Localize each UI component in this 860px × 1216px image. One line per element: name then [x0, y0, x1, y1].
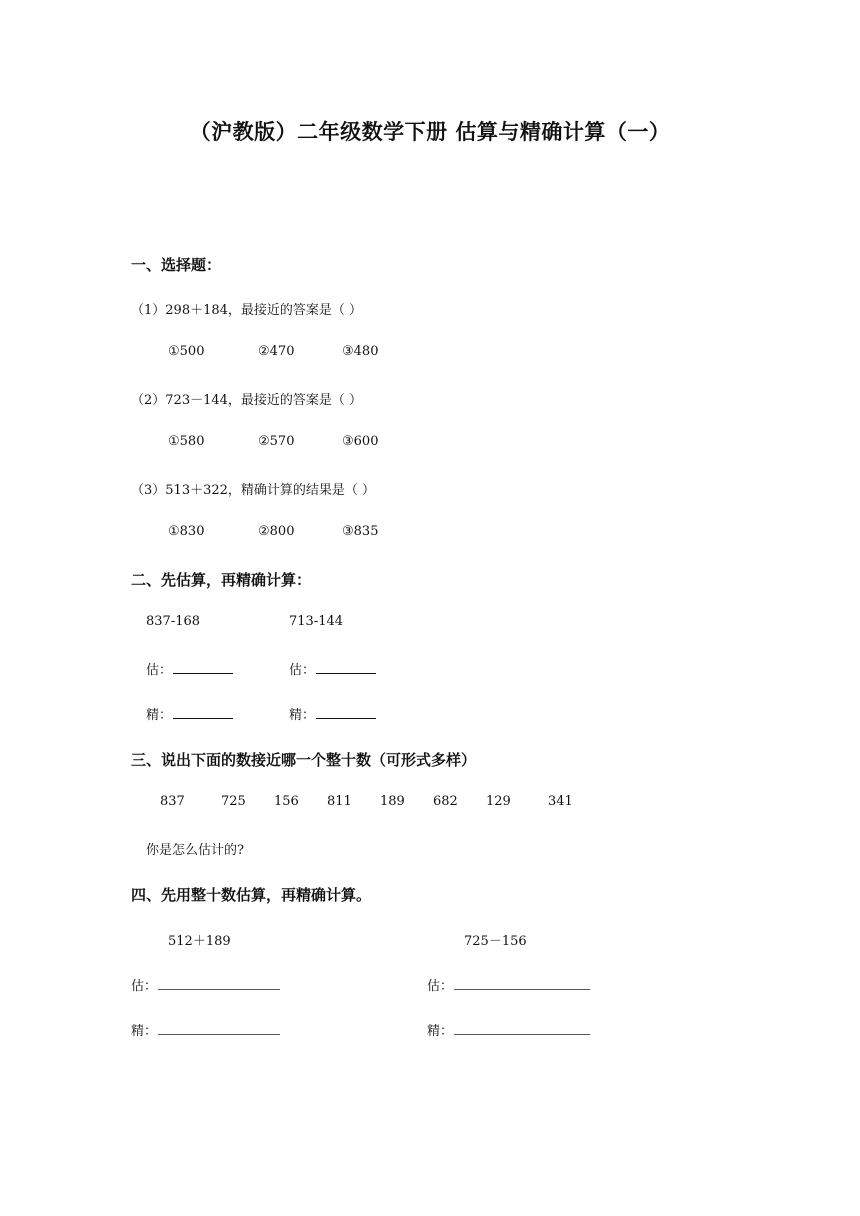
exact-answer-blank[interactable] [454, 1022, 590, 1035]
question-3-option-2: ②800 [258, 524, 295, 539]
question-2-option-3: ③600 [342, 434, 379, 449]
estimate-label: 估： [131, 979, 158, 994]
exact-label: 精： [131, 1024, 158, 1039]
question-3-stem: （3）513＋322，精确计算的结果是（ ） [131, 483, 376, 498]
number-item: 682 [433, 794, 458, 809]
problem-3-exact [131, 1020, 280, 1039]
problem-4-exact [427, 1020, 590, 1039]
section-2-heading: 二、先估算，再精确计算： [131, 571, 312, 589]
section-3-heading: 三、说出下面的数接近哪一个整十数（可形式多样） [131, 751, 477, 769]
question-1-stem: （1）298＋184，最接近的答案是（ ） [131, 303, 363, 318]
problem-1-estimate [146, 659, 233, 678]
estimate-answer-blank[interactable] [173, 661, 233, 674]
question-2-stem: （2）723－144，最接近的答案是（ ） [131, 393, 363, 408]
number-item: 189 [380, 794, 405, 809]
estimate-label: 估： [289, 663, 316, 678]
estimate-answer-blank[interactable] [454, 977, 590, 990]
number-item: 837 [160, 794, 185, 809]
number-item: 129 [486, 794, 511, 809]
number-item: 341 [548, 794, 573, 809]
question-3-option-3: ③835 [342, 524, 379, 539]
number-item: 725 [221, 794, 246, 809]
number-item: 156 [274, 794, 299, 809]
problem-1-exact [146, 704, 233, 723]
exact-answer-blank[interactable] [316, 706, 376, 719]
exact-answer-blank[interactable] [173, 706, 233, 719]
problem-4-estimate [427, 975, 590, 994]
page-title: （沪教版）二年级数学下册 估算与精确计算（一） [189, 119, 671, 144]
problem-3-expression: 512＋189 [168, 934, 231, 949]
exact-label: 精： [427, 1024, 454, 1039]
question-1-option-1: ①500 [168, 344, 205, 359]
estimate-label: 估： [146, 663, 173, 678]
question-3-option-1: ①830 [168, 524, 205, 539]
problem-4-expression: 725－156 [464, 934, 527, 949]
estimate-answer-blank[interactable] [158, 977, 280, 990]
question-1-option-3: ③480 [342, 344, 379, 359]
problem-2-estimate [289, 659, 376, 678]
estimation-question: 你是怎么估计的? [146, 843, 244, 858]
exact-answer-blank[interactable] [158, 1022, 280, 1035]
exact-label: 精： [146, 708, 173, 723]
problem-1-expression: 837-168 [146, 614, 201, 629]
question-2-option-1: ①580 [168, 434, 205, 449]
question-2-option-2: ②570 [258, 434, 295, 449]
problem-2-expression: 713-144 [289, 614, 344, 629]
question-1-option-2: ②470 [258, 344, 295, 359]
problem-2-exact [289, 704, 376, 723]
estimate-answer-blank[interactable] [316, 661, 376, 674]
section-1-heading: 一、选择题： [131, 256, 222, 274]
estimate-label: 估： [427, 979, 454, 994]
problem-3-estimate [131, 975, 280, 994]
number-item: 811 [327, 794, 352, 809]
section-4-heading: 四、先用整十数估算，再精确计算。 [131, 886, 372, 904]
exact-label: 精： [289, 708, 316, 723]
